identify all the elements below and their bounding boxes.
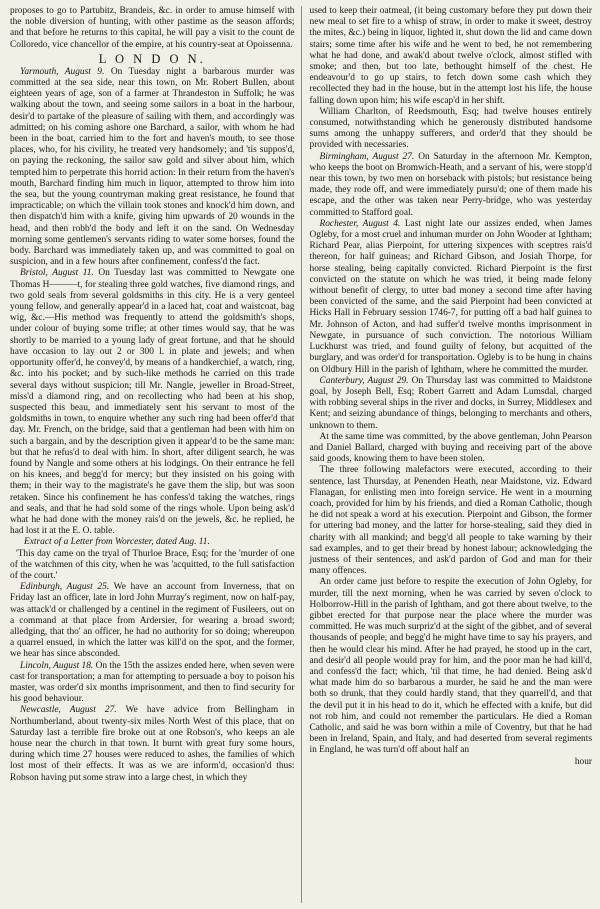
dateline: Yarmouth, August 9. [20, 66, 105, 77]
article-yarmouth [10, 67, 295, 269]
article-text: We have an account from Inverness, that on Friday last an officer, late in lord John Murray's regiment, now on half-pay, was attack'd or challenged by a centinel in the regiment of Fusileers, out on a command at that place from Ardersier, for wearing a broad sword; alledging, that tho' an officer, he had no authority for so doing; whereupon a quarrel ensued, in which the latter was kill'd on the spot, and the former, we hear has since absconded. [10, 582, 295, 660]
article-text: On Tuesday night a barbarous murder was committed at the sea side, near this town, on Mr. Robert Bullen, about eighteen years of age, son of a farmer at Thrandeston in Suffolk; he was walking about the town, and seeing some sailors in a boat in the harbour, desir'd to partake of the pleasure of sailing with them, and accordingly was admitted; on his coming ashore one Barchard, a sailor, with whom he had been in the boat, carried him to the fort and haven's mouth, to see those places, who, for his civility, he treated very handsomely; and 'tis suppos'd, on paying the reckoning, the sailor saw gold and silver about him, which tempted him to perpetrate this horrid action: In their return from the haven's mouth, Barchard finding him much in liquor, attempted to throw him into the sea, but the young countryman making great resistance, he found that impracticable; on which the villain took stones and knock'd him down, and then dispatch'd him with a knife, giving him upwards of 20 wounds in the head, and then robb'd the body and left it on the sand. On Wednesday morning some gentlemen's servants riding to water some horses, found the body. Barchard was immediately taken up, and was committed to goal on suspicion, and in a few hours after confinement, confess'd the fact. [10, 66, 295, 268]
article-rochester [310, 219, 593, 376]
article-edinburgh [10, 582, 295, 660]
article-text: On Thursday last was committed to Maidstone goal, by Joseph Bell, Esq; Robert Garrett and Adam Lumsdal, charged with robbing several ships in the river and docks, in Surrey, Middlesex and Kent; and seizing abundance of things, belonging to merchants and others, unknown to them. [309, 375, 592, 431]
article-newcastle [10, 705, 295, 783]
extract-quote: 'This day came on the tryal of Thurloe Brace, Esq; for the 'murder of one of the watchmen of this city, when he was 'acquitted, to the full satisfaction of the court.' [10, 548, 295, 581]
dateline: Canterbury, August 29. [319, 375, 409, 386]
extract-title: Extract of a Letter from Worcester, dated Aug. 11. [24, 537, 210, 548]
article-text: On Tuesday last was committed to Newgate one Thomas H———t, for stealing three gold watches, five diamond rings, and two gold seals from several goldsmiths in this city. He is a very genteel young fellow, and generally appear'd in a laced hat, coat and waistcoat, bag wig, &c.—His method was frequently to attend the goldsmith's shops, under colour of buying some trifle; at other times would say, that he was shortly to be married to a young lady of great fortune, and that he should have occasion to lay out 2 or 300 l. in plate and jewels; and when opportunity offer'd, he convey'd, by means of a handkerchief, a watch, ring, &c. into his pocket; and by such-like methods he carried on this trade several days without suspicion; till Mr. Nangle, jeweller in Broad-Street, miss'd a diamond ring, and on recollecting who had been at his shop, suspected this beau, and immediately sent his servant to most of the goldsmiths in town, to enquire whether any such ring had been offer'd that day. Mr. French, on the bridge, said that a gentleman had been with him on such a bargain, and by the description given it appear'd to be the same man: but that he refus'd to deal with him. In short, after diligent search, he was found by Nangle and some others at his lodgings. On their entrance he fell on his knees, and begg'd for mercy; but they insisted on his going with them; in their way to the magistrate's he gave them the slip, but was soon retaken. Since his confinement he has confess'd taking the watches, rings and seals, and that he had sold some of the rings whole. Upon being ask'd what he had done with the money rais'd on the jewels, &c. he replied, he had lost it at the E. O. table. [10, 268, 295, 537]
dateline: Bristol, August 11. [20, 268, 94, 279]
article-charlton: William Charlton, of Reedsmouth, Esq; had twelve houses entirely consumed, notwithstanding which he generously distributed handsome sums among the unhappy sufferers, and order'd that they should be provided with necessaries. [309, 106, 592, 151]
continued-paragraph: used to keep their oatmeal, (it being customary before they put down their new meal to set fire to a whisp of straw, in order to make it sweet, destroy the mites, &c.) being in liquor, lighted it, shut down the lid and came down stairs; some time after his wife and he went to bed, he not remembering what he had done, and awak'd about twelve o'clock, almost stifled with smoke; and then, but too late, bethought himself of the chest. He endeavour'd to go up stairs, to fetch down some cash which they recollected they had in the house, but in the attempt lost his life, the house falling down upon him; his wife escap'd in her shift. [309, 6, 592, 106]
right-column [302, 6, 593, 903]
article-canterbury [310, 376, 593, 432]
article-executions: The three following malefactors were executed, according to their sentence, last Thursday, at Penenden Heath, near Maidstone, viz. Edward Flanagan, for enlisting men into foreign service. He went in a mourning coach, provided for him by his friends, and died a Roman Catholic, though he did not speak a word at his execution. Pierpoint and Gibson, the former for uttering bad money, and the latter for horse-stealing, said they died in charity with all mankind; and begg'd all people to take warning by their sad examples, and to get their bread by honest labour; acknowledging the justness of their sentences, and ask'd pardon of God and man for their many offences. [309, 465, 592, 577]
dateline: Birmingham, August 27. [319, 151, 415, 162]
continued-paragraph: proposes to go to Partubitz, Brandeis, &c. in order to amuse himself with the noble diversion of hunting, with other pastime as the season affords; and that before he returns to this capital, he will pay a visit to the count de Colloredo, vice chancellor of the empire, at his country-seat at Opoissenna. [10, 6, 295, 50]
dateline: Edinburgh, August 25. [20, 582, 110, 593]
article-text: On Saturday in the afternoon Mr. Kempton, who keeps the boot on Bromwich-Heath, and a servant of his, were stopp'd near this town, by two men on horseback with pistols; but resistance being made, they rode off, and were immediately pursu'd; one of them made his escape, and the other was taken near Perry-bridge, who was yesterday committed to Stafford goal. [309, 151, 592, 218]
article-bristol [10, 268, 295, 537]
article-ogleby: An order came just before to respite the execution of John Ogleby, for murder, till the next morning, when he was carried by seven o'clock to Holborrow-Hill in the parish of Ightham, and got there about twelve, to the gibbet erected for that purpose near the place where the murder was committed. He was much surpriz'd at the sight of the gibbet, and of several thousands of people, and begg'd he might have time to say his prayers, and then he would clear his mind. After he had prayed, he stood up in the cart, and desir'd all people would pray for him, and the poor man he had kill'd, and confess'd the fact; which, 'til that time, he had denied. Being ask'd what made him do so barbarous a murder, he said he and the man were both so drunk, that they could hardly stand, that they quarrell'd, and that the devil put it in his head to do it, which he effected with a knife, but did not rob him, and could not remember the particulars. He died a Roman Catholic, and said he was born within a mile of Coventry, but that he had been in Ireland, Spain, and Italy, and had deserted from several regiments in England, he was turn'd off about half an [309, 577, 592, 756]
two-column-layout [10, 6, 592, 903]
article-text: We have advice from Bellingham in Northumberland, about twenty-six miles North West of this place, that on Saturday last a terrible fire broke out at one Robson's, who keeps an ale house near the church in that town. It burnt with great fury some hours, during which time 27 houses were reduced to ashes, the families of which lost most of their effects. It was as we are inform'd, occasion'd thus: Robson having put some straw into a large chest, in which they [10, 705, 295, 783]
article-birmingham [310, 152, 593, 219]
dateline: Rochester, August 4. [319, 218, 401, 229]
dateline: Lincoln, August 18. [20, 660, 94, 671]
dateline: Newcastle, August 27. [20, 705, 117, 716]
article-lincoln [10, 661, 295, 706]
catchword: hour [574, 756, 592, 767]
column-divider [301, 6, 302, 903]
left-column [10, 6, 301, 903]
article-text: On the 15th the assizes ended here, when seven were cast for transportation; a man for attempting to persuade a boy to poison his master, was order'd six months imprisonment, and then to find security for his good behaviour. [10, 660, 295, 705]
article-pearson-ballard: At the same time was committed, by the above gentleman, John Pearson and Daniel Ballard, charged with buying and receiving part of the above said goods, knowing them to have been stolen. [309, 431, 592, 465]
article-text: Last night late our assizes ended, when James Ogleby, for a most cruel and inhuman murder on John Wooder at Ightham; Richard Pear, alias Pierpoint, for uttering sixpences with sceptres rais'd thereon, for half guineas; and Richard Gibson, and Josiah Thorpe, for horse stealing, being capitally convicted. Richard Pierpoint is the first convicted on the statute on which he was tried, it being made felony without benefit of clergy, to utter bad money a second time after having been convicted of the same, and the said Pierpoint had been convicted at Hicks Hall in February session 1746-7, for putting off a bad half guinea to Mr. Johnson of Acton, and had suffer'd twelve months imprisonment in Newgate, in pursuance of such conviction. The notorious William Luckhurst was tried, and found guilty of felony, but acquitted of the burglary, and was order'd for transportation. Ogleby is to be hung in chains on Oldbury Hill in the parish of Ightham, where he committed the murder. [309, 218, 592, 375]
london-heading: L O N D O N. [98, 51, 206, 66]
